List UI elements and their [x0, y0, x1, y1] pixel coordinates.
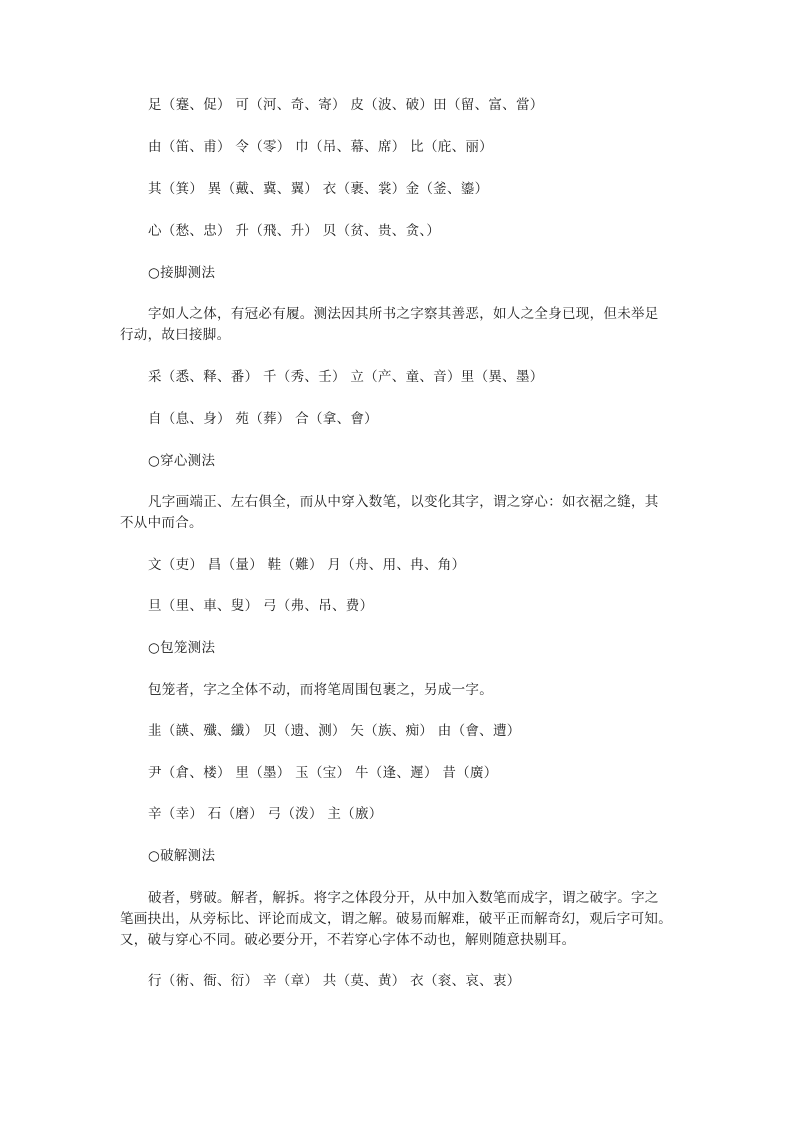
char-row: 辛（幸） 石（磨） 弓（泼） 主（廒） [148, 806, 383, 822]
paragraph-line: 包笼者，字之全体不动，而将笔周围包裹之，另成一字。 [148, 682, 493, 698]
char-row: 由（笛、甫） 令（零） 巾（吊、幕、席） 比（庇、丽） [148, 139, 493, 155]
char-row: 文（吏） 昌（量） 鞋（難） 月（舟、用、冉、角） [148, 557, 466, 573]
section-heading-pojie: ○破解测法 [148, 848, 216, 864]
char-row: 采（悉、释、番） 千（秀、壬） 立（产、童、音）里（異、墨） [148, 369, 544, 385]
paragraph-line: 笔画抉出，从旁标比、评论而成文，谓之解。破易而解难，破平正而解奇幻，观后字可知。 [120, 911, 672, 927]
char-row: 尹（倉、楼） 里（墨） 玉（宝） 牛（逢、遲） 昔（廣） [148, 765, 498, 781]
section-heading-baolong: ○包笼测法 [148, 640, 216, 656]
char-row: 足（蹇、促） 可（河、奇、寄） 皮（波、破）田（留、富、當） [148, 97, 544, 113]
char-row: 韭（韺、殲、纖） 贝（遗、测） 矢（族、痴） 由（會、遭） [148, 723, 521, 739]
paragraph-line: 不从中而合。 [120, 515, 203, 531]
paragraph-line: 行动，故曰接脚。 [120, 327, 231, 343]
paragraph-line: 字如人之体，有冠必有履。测法因其所书之字察其善恶，如人之全身已现，但未举足 [148, 306, 659, 322]
char-row: 行（術、衙、衍） 辛（章） 共（莫、黄） 衣（衮、哀、衷） [148, 973, 521, 989]
char-row: 自（息、身） 苑（葬） 合（拿、會） [148, 411, 378, 427]
char-row: 旦（里、車、叟） 弓（弗、吊、费） [148, 598, 374, 614]
section-heading-jiejiao: ○接脚测法 [148, 265, 216, 281]
paragraph-line: 又，破与穿心不同。破必要分开，不若穿心字体不动也，解则随意抉剔耳。 [120, 932, 576, 948]
section-heading-chuanxin: ○穿心测法 [148, 453, 216, 469]
char-row: 其（箕） 異（戴、冀、翼） 衣（裹、裳）金（釜、鎏） [148, 181, 489, 197]
paragraph-line: 凡字画端正、左右俱全，而从中穿入数笔，以变化其字，谓之穿心：如衣裾之缝，其 [148, 494, 659, 510]
paragraph-line: 破者，劈破。解者，解拆。将字之体段分开，从中加入数笔而成字，谓之破字。字之 [148, 890, 659, 906]
char-row: 心（愁、忠） 升（飛、升） 贝（贫、贵、贪、） [148, 223, 441, 239]
